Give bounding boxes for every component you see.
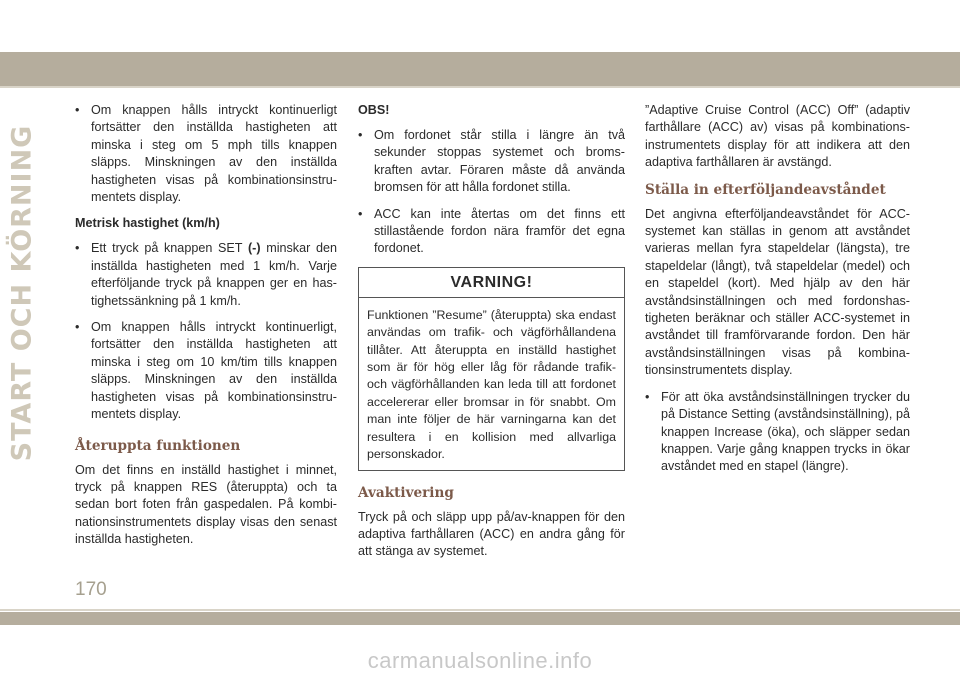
warning-box: [358, 267, 625, 471]
metric-heading: Metrisk hastighet (km/h): [75, 216, 220, 231]
bullet-standstill: [358, 127, 625, 197]
bullet-hold-decrease-kmh: [75, 319, 337, 423]
resume-paragraph: Om det finns en inställd hastighet i minnet, tryck på knappen RES (återuppta) och ta sedan bort foten från gaspedalen. På kombinationsinstrumentets display visas den senast inställda hastigheten.: [75, 462, 337, 547]
bullet-glyph: •: [645, 389, 650, 404]
header-band-rule: [0, 86, 960, 88]
bullet-glyph: •: [75, 103, 80, 117]
column-2: [358, 102, 625, 570]
footer-band: [0, 612, 960, 625]
bullet-glyph: •: [75, 320, 80, 335]
bullet-text: minskar den inställda hastigheten med 1 km/h. Varje efterföljande tryck på knappen ger en hastighetssänkning på 1 km/h.: [91, 241, 337, 308]
resume-heading: Återuppta funktionen: [75, 437, 241, 454]
bullet-text: Ett tryck på knappen SET: [91, 241, 248, 256]
bullet-glyph: •: [75, 241, 80, 256]
watermark: carmanualsonline.info: [367, 648, 593, 673]
column-1: [75, 102, 337, 558]
bullet-text: Om fordonet står stilla i längre än två sekunder stoppas systemet och bromskraften avtar. Föraren måste då använda bromsen för att hålla fordonet stilla.: [374, 128, 625, 195]
bullet-glyph: •: [358, 206, 363, 221]
warning-text: Funktionen ”Resume” (återuppta) ska endast användas om trafik- och vägförhållandena tillåter. Att återuppta en inställd hastighet som är för hög eller låg för rådande trafik- och vägförhållanden kan leda till att fordonet accelererar eller bromsar in för snabbt. Om man inte följer de här varningarna kan det resultera i en kollision med allvarliga personskador.: [367, 307, 616, 462]
bullet-hold-decrease-mph: [75, 102, 337, 206]
bullet-glyph: •: [358, 128, 363, 142]
bullet-no-resume: [358, 206, 625, 258]
page-number: 170: [75, 579, 107, 600]
distance-heading: Ställa in efterföljandeavståndet: [645, 181, 886, 198]
header-band: [0, 52, 960, 86]
warning-title: VARNING!: [359, 268, 624, 298]
deactivation-heading: Avaktivering: [358, 484, 454, 501]
bullet-text: För att öka avståndsinställningen trycker du på Distance Setting (avståndsinställning), på knappen Increase (öka), och släpper sedan knappen. Varje gång knappen trycks in ökar avståndet med en stapel (längre).: [661, 389, 910, 474]
distance-paragraph: Det angivna efterföljandeavståndet för ACC-systemet kan ställas in genom att avståndet varieras mellan fyra stapeldelar (längsta), tre stapeldelar (långt), två stapeldelar (medel) och en stapeldel (kort). Med hjälp av den här avståndsinställningen och med fordonshastigheten beräknar och ställer ACC-systemet in avståndet till framförvarande fordon. Den här avståndsinställningen visas på kombinationsinstrumentets display.: [645, 206, 910, 378]
acc-off-paragraph: ”Adaptive Cruise Control (ACC) Off” (adaptiv farthållare (ACC) av) visas på kombinationsinstrumentets display för att indikera att den adaptiva farthållaren är avstängd.: [645, 103, 910, 170]
footer-band-rule: [0, 609, 960, 611]
bullet-text: Om knappen hålls intryckt kontinuerligt, fortsätter den inställda hastigheten att minska i steg om 10 km/tim tills knappen släpps. Minskningen av den inställda hastigheten visas på kombinationsinstrumentets display.: [91, 320, 337, 422]
section-tab-label: START OCH KÖRNING: [6, 124, 38, 462]
bullet-set-press: [75, 240, 337, 310]
bullet-text: ACC kan inte återtas om det finns ett stillastående fordon nära framför det egna fordonet.: [374, 206, 625, 256]
bullet-increase-distance: [645, 389, 910, 476]
set-minus-label: (-): [247, 241, 261, 256]
column-3: [645, 102, 910, 485]
note-heading: OBS!: [358, 103, 390, 117]
bullet-text: Om knappen hålls intryckt kontinuerligt fortsätter den inställda hastigheten att minska i steg om 5 mph tills knappen släpps. Minskningen av den inställda hastigheten visas på kombinationsinstrumentets display.: [91, 103, 337, 205]
deactivation-paragraph: Tryck på och släpp upp på/av-knappen för den adaptiva farthållaren (ACC) en andra gång för att stänga av systemet.: [358, 509, 625, 559]
